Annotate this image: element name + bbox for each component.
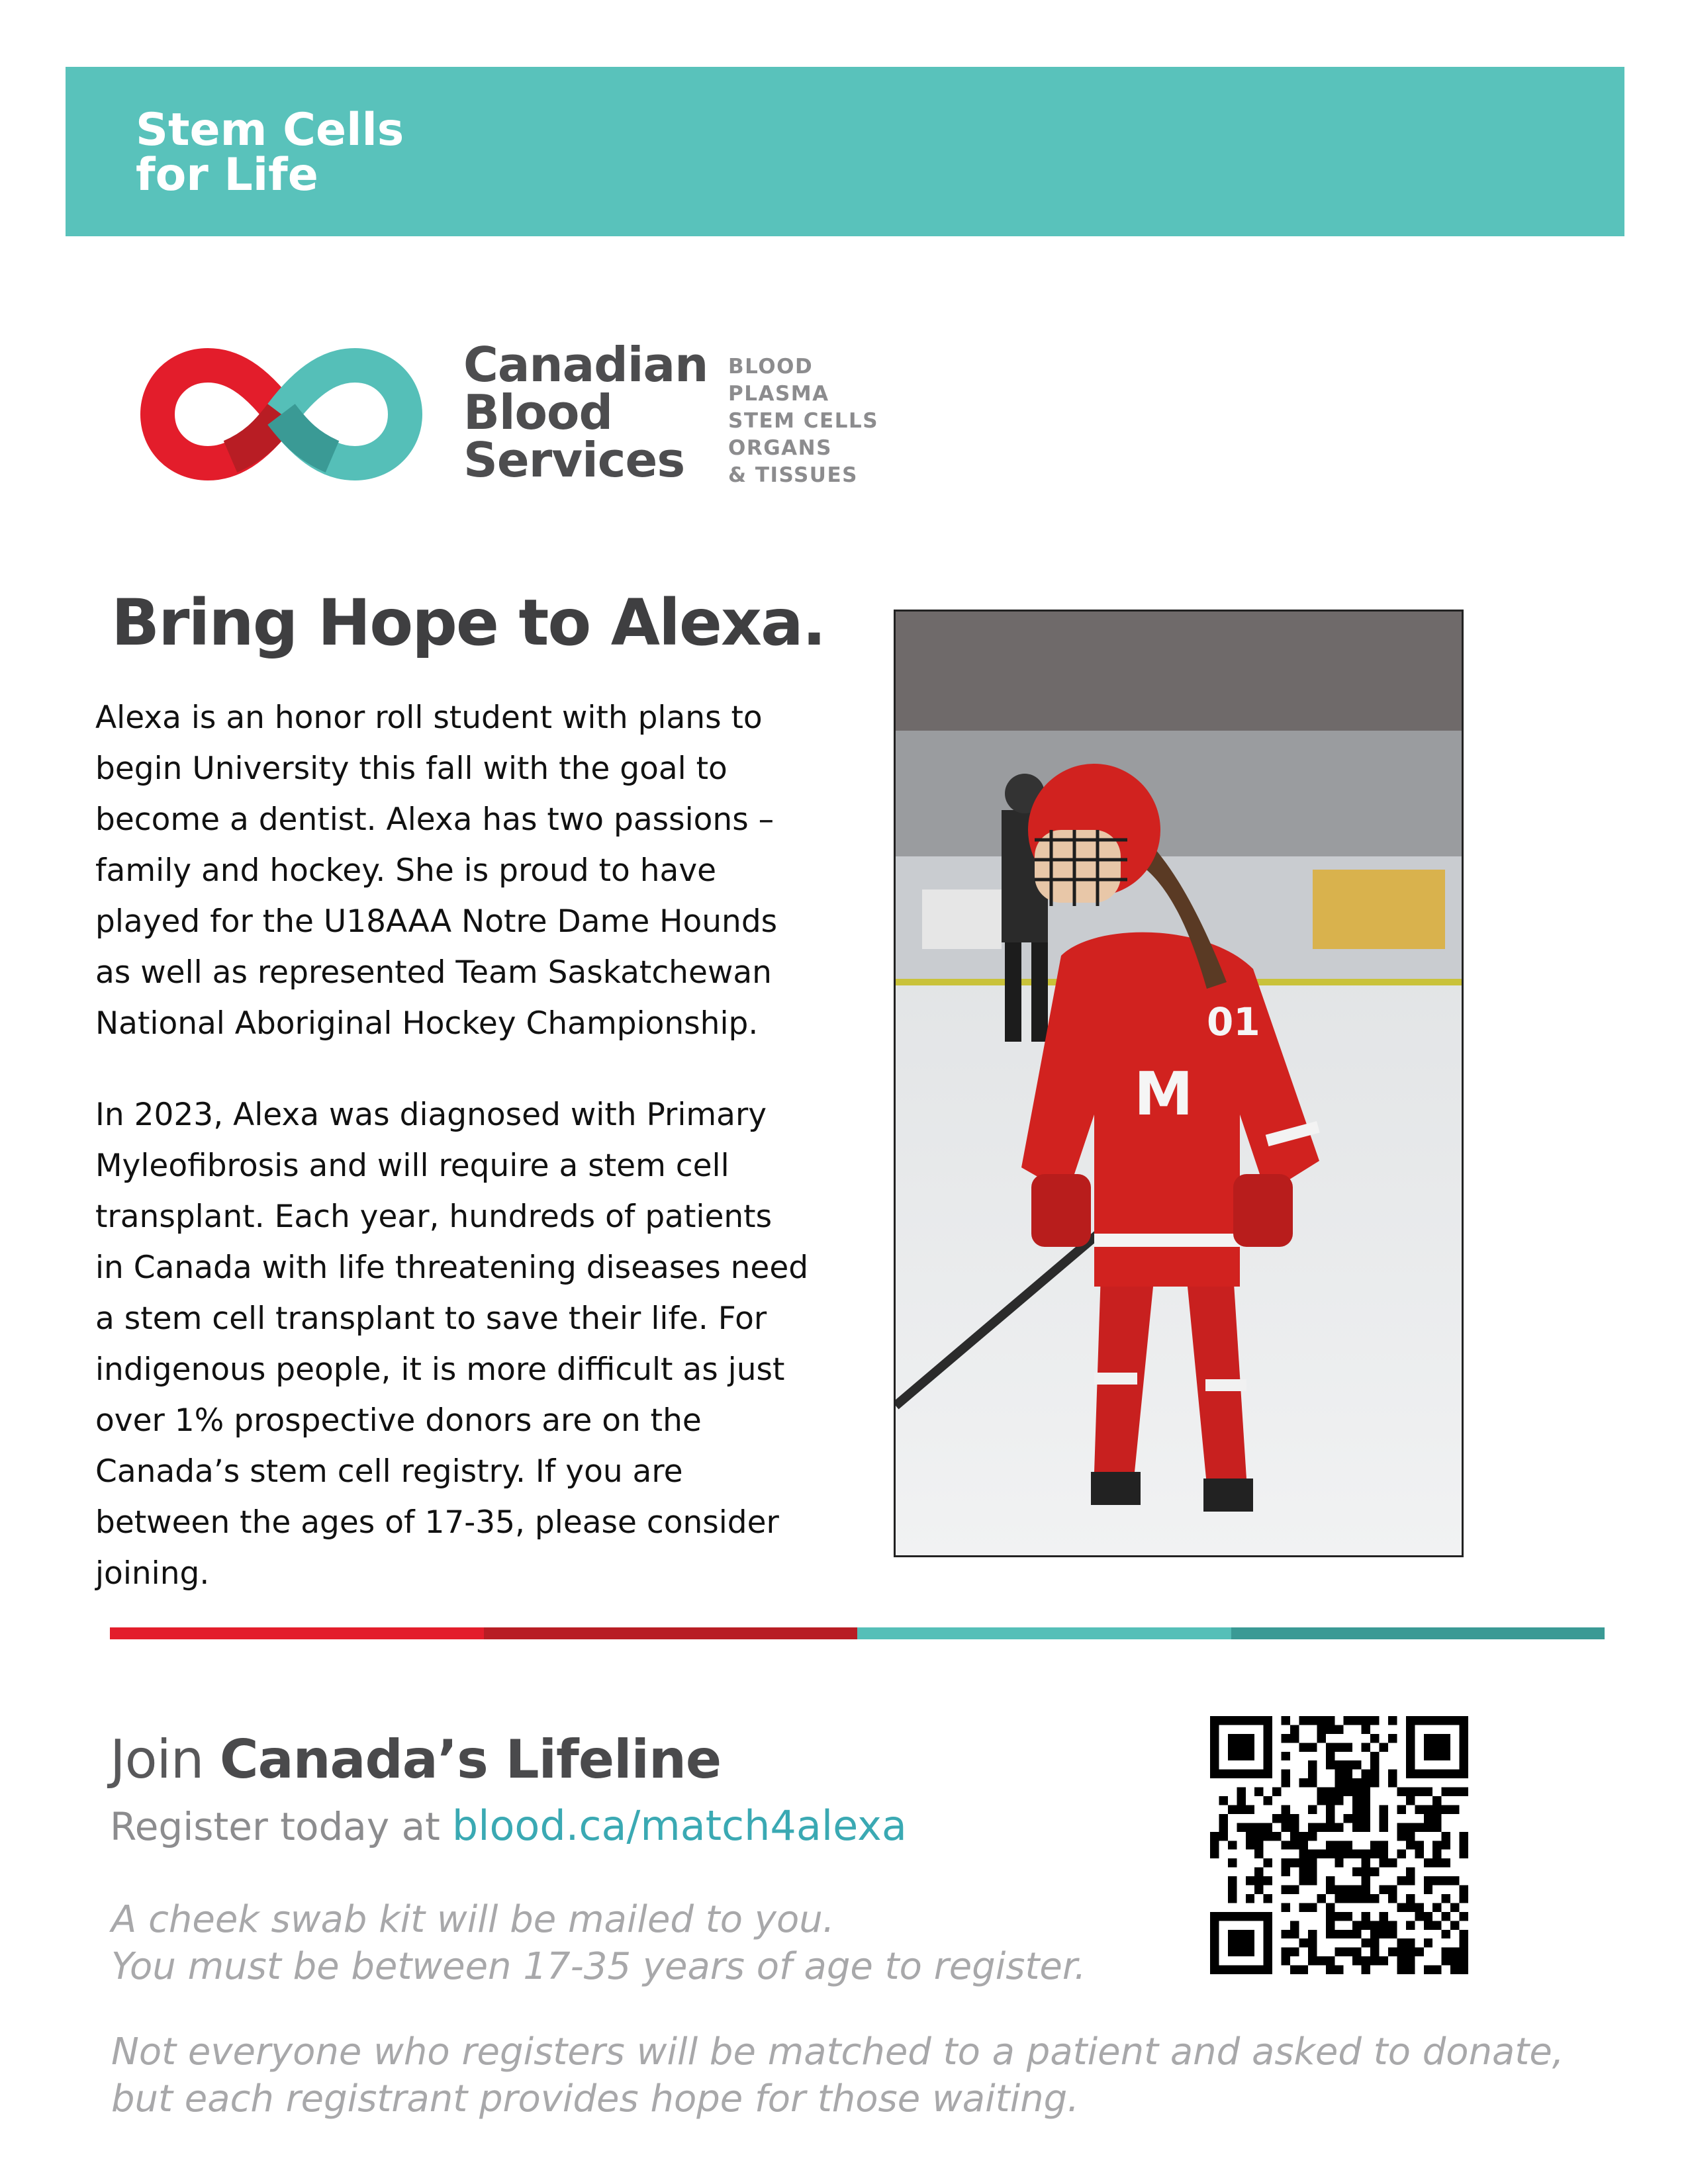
- qr-code-icon[interactable]: [1210, 1716, 1468, 1974]
- logo-wordmark: [463, 337, 708, 488]
- register-label: Register today at: [110, 1804, 440, 1849]
- paragraph-line: a stem cell transplant to save their life. For: [95, 1300, 767, 1337]
- infinity-logo-icon: [131, 338, 432, 491]
- paragraph-line: played for the U18AAA Notre Dame Hounds: [95, 903, 778, 940]
- paragraph-line: begin University this fall with the goal to: [95, 751, 727, 787]
- color-divider: [110, 1627, 1605, 1639]
- matching-disclaimer: [111, 2028, 1564, 2122]
- join-heading: [110, 1729, 721, 1790]
- swab-kit-note: [111, 1896, 1086, 1990]
- paragraph-line: National Aboriginal Hockey Championship.: [95, 1005, 759, 1042]
- divider-segment-dark-teal: [1231, 1627, 1605, 1639]
- paragraph-line: between the ages of 17-35, please consider: [95, 1504, 779, 1541]
- story-paragraph-1: [95, 692, 837, 1049]
- banner-title-line1: Stem Cells: [136, 104, 404, 156]
- paragraph-line: In 2023, Alexa was diagnosed with Primary: [95, 1097, 767, 1133]
- logo-product-item: BLOOD: [728, 355, 814, 379]
- paragraph-line: over 1% prospective donors are on the: [95, 1402, 702, 1439]
- paragraph-line: become a dentist. Alexa has two passions –: [95, 801, 774, 838]
- join-emphasis: Canada’s Lifeline: [219, 1729, 722, 1790]
- paragraph-line: indigenous people, it is more difficult as just: [95, 1351, 785, 1388]
- join-prefix: Join: [110, 1729, 220, 1790]
- story-paragraph-2: [95, 1089, 837, 1599]
- paragraph-line: as well as represented Team Saskatchewan: [95, 954, 772, 991]
- paragraph-line: transplant. Each year, hundreds of patients: [95, 1199, 773, 1235]
- hockey-player-photo: [894, 610, 1464, 1557]
- paragraph-line: in Canada with life threatening diseases need: [95, 1250, 809, 1286]
- paragraph-line: Myleofibrosis and will require a stem cell: [95, 1148, 729, 1184]
- page-title: Bring Hope to Alexa.: [111, 586, 825, 660]
- jersey-number: 01: [1207, 999, 1260, 1044]
- logo-products-list: [728, 353, 878, 489]
- logo-name-line2: Blood: [463, 385, 613, 440]
- banner-title: [136, 104, 404, 201]
- divider-segment-teal: [857, 1627, 1231, 1639]
- banner-title-line2: for Life: [136, 149, 318, 201]
- logo-product-item: & TISSUES: [728, 463, 858, 487]
- logo-product-item: ORGANS: [728, 436, 832, 460]
- divider-segment-dark-red: [484, 1627, 858, 1639]
- note-line: A cheek swab kit will be mailed to you.: [111, 1898, 835, 1941]
- paragraph-line: joining.: [95, 1555, 210, 1592]
- logo-product-item: STEM CELLS: [728, 409, 879, 433]
- logo-name-line3: Services: [463, 432, 685, 488]
- note-line: You must be between 17-35 years of age to register.: [111, 1945, 1086, 1988]
- paragraph-line: Alexa is an honor roll student with plans to: [95, 700, 763, 736]
- divider-segment-red: [110, 1627, 484, 1639]
- svg-text:M: M: [1134, 1060, 1194, 1129]
- logo-name-line1: Canadian: [463, 337, 708, 392]
- note-line: Not everyone who registers will be matched to a patient and asked to donate,: [111, 2030, 1564, 2073]
- paragraph-line: family and hockey. She is proud to have: [95, 852, 717, 889]
- register-link[interactable]: blood.ca/match4alexa: [451, 1801, 907, 1850]
- top-banner: [66, 67, 1624, 236]
- logo-product-item: PLASMA: [728, 382, 829, 406]
- paragraph-line: Canada’s stem cell registry. If you are: [95, 1453, 683, 1490]
- note-line: but each registrant provides hope for those waiting.: [111, 2077, 1079, 2120]
- register-line: [110, 1801, 907, 1850]
